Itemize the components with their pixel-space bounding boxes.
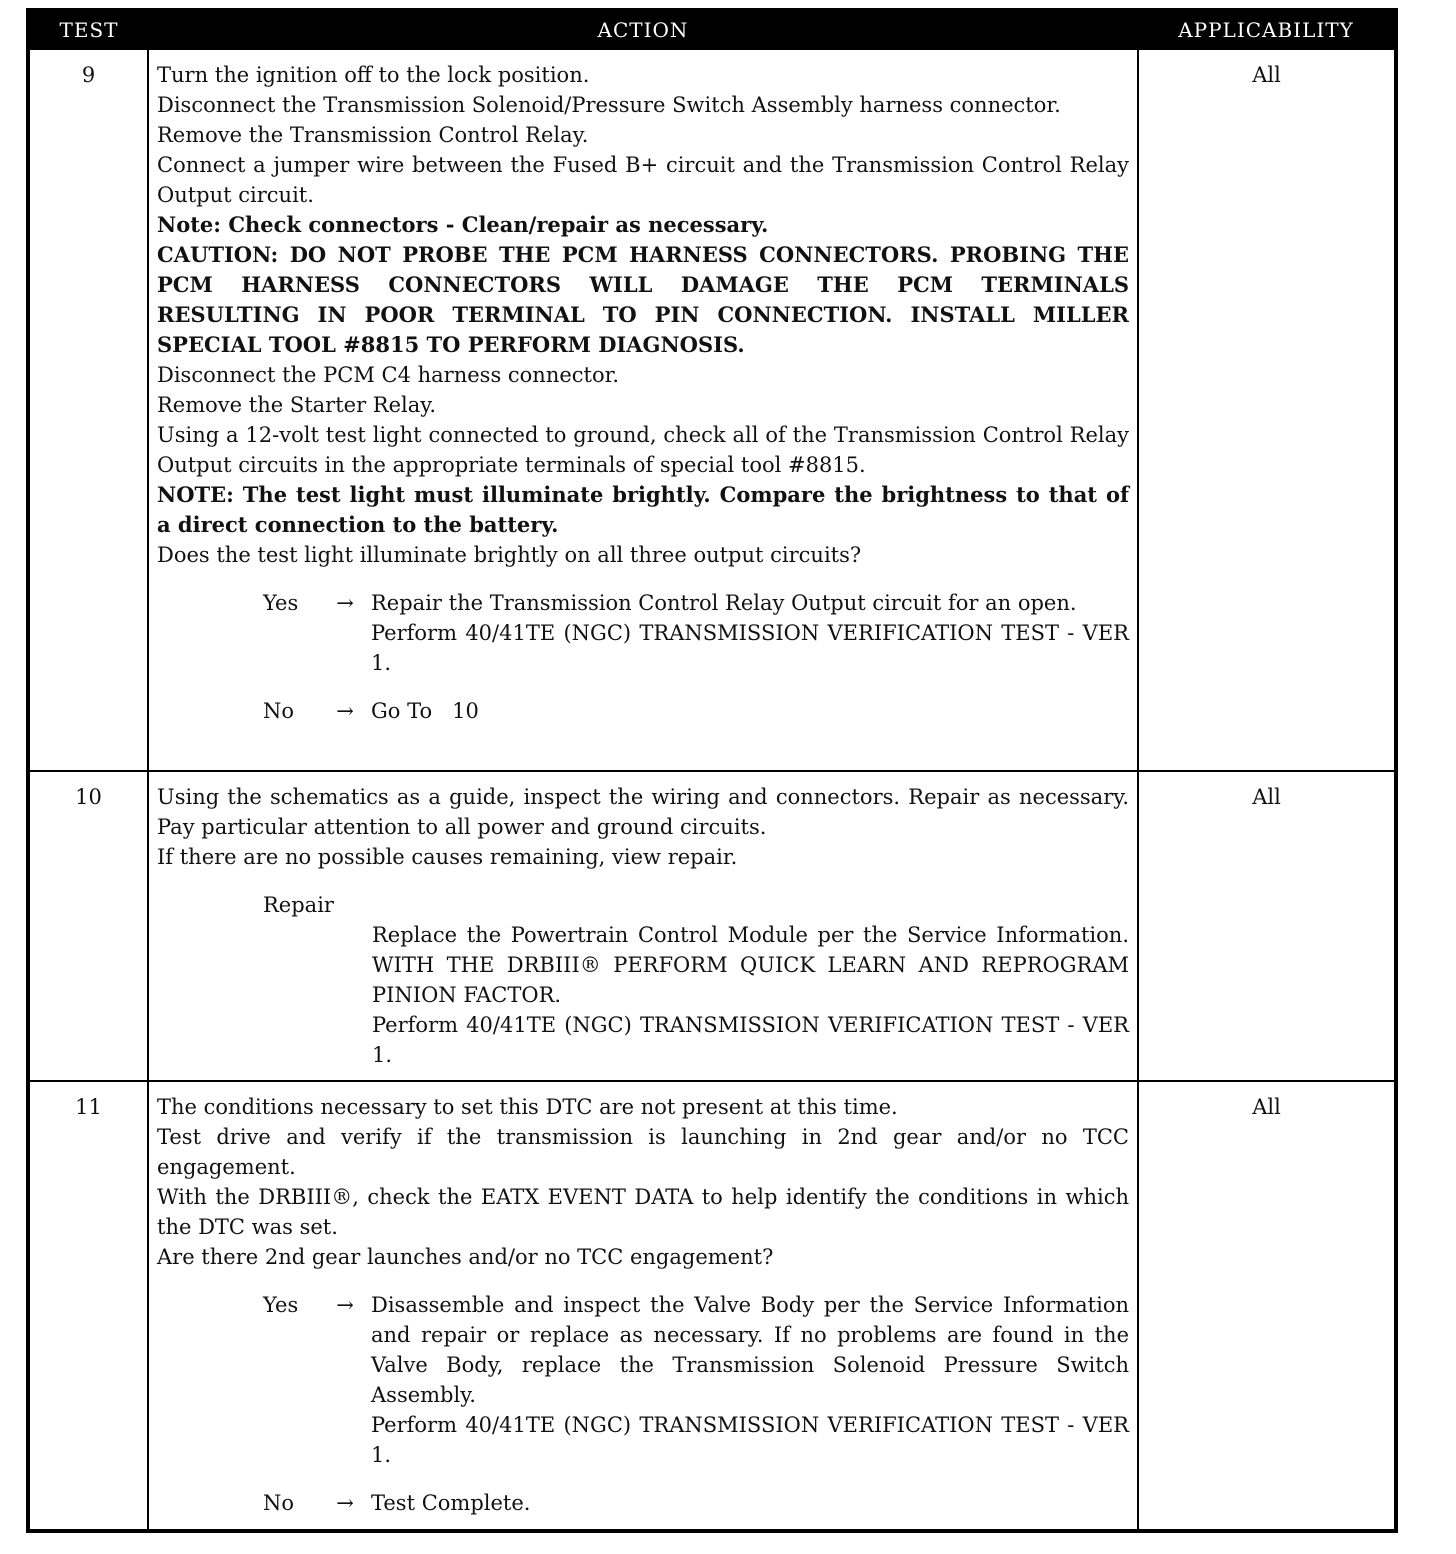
result-line: Perform 40/41TE (NGC) TRANSMISSION VERIFICATION TEST - VER 1. xyxy=(371,621,1129,675)
action-line: If there are no possible causes remaining, view repair. xyxy=(157,845,738,869)
caution-text: CAUTION: DO NOT PROBE THE PCM HARNESS CONNECTORS. PROBING THE PCM HARNESS CONNECTORS WILL DAMAGE THE PCM TERMINALS RESULTING IN POOR TERMINAL TO PIN CONNECTION. INSTALL MILLER SPECIAL TOOL #8815 TO PERFORM DIAGNOSIS. xyxy=(157,242,1129,357)
result-line: Perform 40/41TE (NGC) TRANSMISSION VERIFICATION TEST - VER 1. xyxy=(371,1413,1129,1467)
action-cell xyxy=(148,771,1138,1081)
repair-line: Perform 40/41TE (NGC) TRANSMISSION VERIFICATION TEST - VER 1. xyxy=(372,1013,1129,1067)
action-line: Remove the Transmission Control Relay. xyxy=(157,123,589,147)
no-label: No xyxy=(263,1491,295,1515)
table-row xyxy=(28,49,1396,771)
action-line: Connect a jumper wire between the Fused B+ circuit and the Transmission Control Relay Output circuit. xyxy=(157,153,1129,207)
action-line: Turn the ignition off to the lock position. xyxy=(157,63,590,87)
note-text: NOTE: The test light must illuminate brightly. Compare the brightness to that of a direct connection to the battery. xyxy=(157,482,1129,537)
table-row xyxy=(28,1081,1396,1531)
test-number: 9 xyxy=(28,49,148,771)
action-line: Disconnect the PCM C4 harness connector. xyxy=(157,363,620,387)
yes-result xyxy=(263,588,1129,678)
yes-label: Yes xyxy=(263,1293,299,1317)
arrow-icon: → xyxy=(336,1491,354,1515)
yes-result xyxy=(263,1290,1129,1470)
diagnostic-test-table xyxy=(26,8,1398,1533)
action-line: The conditions necessary to set this DTC are not present at this time. xyxy=(157,1095,898,1119)
repair-label: Repair xyxy=(263,893,334,917)
result-line: Test Complete. xyxy=(371,1491,531,1515)
result-line: Repair the Transmission Control Relay Output circuit for an open. xyxy=(371,591,1077,615)
arrow-icon: → xyxy=(336,1293,354,1317)
arrow-icon: → xyxy=(336,591,354,615)
no-label: No xyxy=(263,699,295,723)
applicability-value: All xyxy=(1138,771,1396,1081)
repair-line: Replace the Powertrain Control Module per the Service Information. WITH THE DRBIII® PERFORM QUICK LEARN AND REPROGRAM PINION FACTOR. xyxy=(372,923,1129,1007)
result-line: Go To 10 xyxy=(371,699,479,723)
repair-body xyxy=(372,920,1129,1070)
test-number: 10 xyxy=(28,771,148,1081)
action-line: Using a 12-volt test light connected to ground, check all of the Transmission Control Relay Output circuits in the appropriate terminals of special tool #8815. xyxy=(157,423,1129,477)
action-line: Using the schematics as a guide, inspect the wiring and connectors. Repair as necessary. Pay particular attention to all power and ground circuits. xyxy=(157,785,1129,839)
header-test: TEST xyxy=(28,10,148,49)
action-line: Test drive and verify if the transmission is launching in 2nd gear and/or no TCC engagement. xyxy=(157,1125,1129,1179)
action-cell xyxy=(148,1081,1138,1531)
note-text: Note: Check connectors - Clean/repair as necessary. xyxy=(157,212,769,237)
question-text: Are there 2nd gear launches and/or no TCC engagement? xyxy=(157,1245,774,1269)
arrow-icon: → xyxy=(336,699,354,723)
applicability-value: All xyxy=(1138,49,1396,771)
question-text: Does the test light illuminate brightly on all three output circuits? xyxy=(157,543,862,567)
table-row xyxy=(28,771,1396,1081)
action-line: Remove the Starter Relay. xyxy=(157,393,437,417)
applicability-value: All xyxy=(1138,1081,1396,1531)
header-action: ACTION xyxy=(148,10,1138,49)
test-number: 11 xyxy=(28,1081,148,1531)
result-line: Disassemble and inspect the Valve Body per the Service Information and repair or replace as necessary. If no problems are found in the Valve Body, replace the Transmission Solenoid Pressure Switch Assembly. xyxy=(371,1293,1129,1407)
yes-label: Yes xyxy=(263,591,299,615)
header-applicability: APPLICABILITY xyxy=(1138,10,1396,49)
no-result xyxy=(263,1488,1129,1518)
no-result xyxy=(263,696,1129,726)
action-line: Disconnect the Transmission Solenoid/Pressure Switch Assembly harness connector. xyxy=(157,93,1061,117)
action-line: With the DRBIII®, check the EATX EVENT DATA to help identify the conditions in which the DTC was set. xyxy=(157,1185,1129,1239)
action-cell xyxy=(148,49,1138,771)
table-header-row xyxy=(28,10,1396,49)
